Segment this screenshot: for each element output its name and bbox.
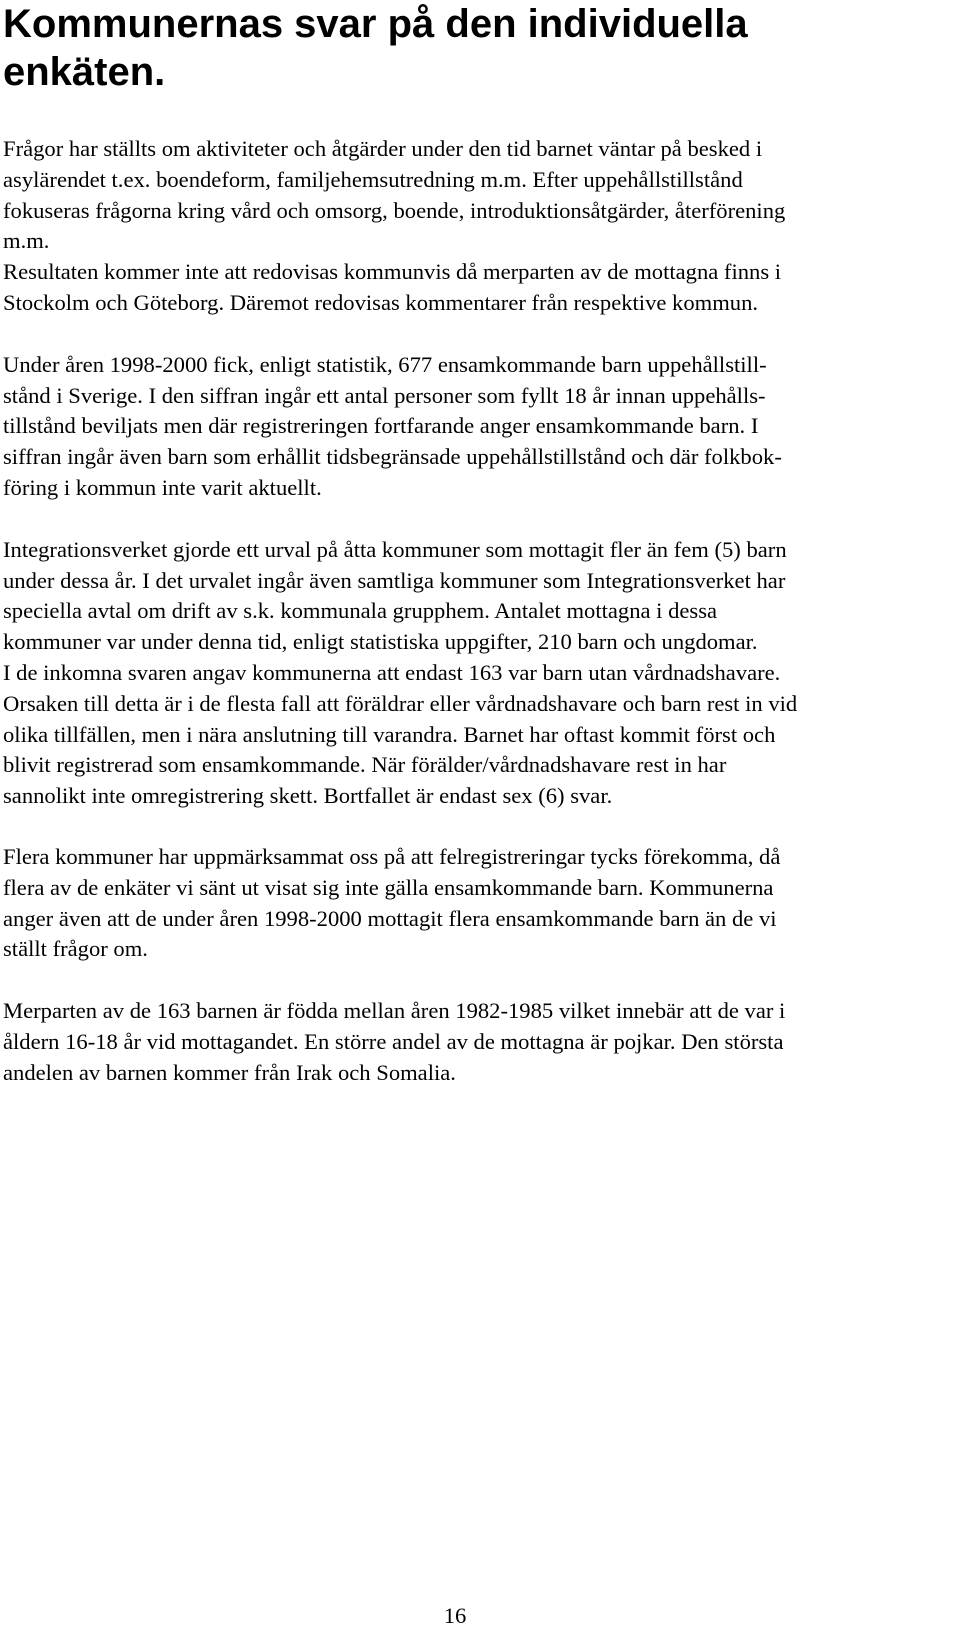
page-title bbox=[3, 0, 953, 96]
text-line: Flera kommuner har uppmärksammat oss på att felregistreringar tycks förekomma, då bbox=[3, 843, 781, 869]
text-line: anger även att de under åren 1998-2000 mottagit flera ensamkommande barn än de vi bbox=[3, 905, 777, 931]
text-line: sannolikt inte omregistrering skett. Bortfallet är endast sex (6) svar. bbox=[3, 783, 613, 809]
text-line: kommuner var under denna tid, enligt statistiska uppgifter, 210 barn och ungdomar. bbox=[3, 629, 758, 655]
text-line: Resultaten kommer inte att redovisas kommunvis då merparten av de mottagna finns i bbox=[3, 259, 782, 285]
text-line: Frågor har ställts om aktiviteter och åtgärder under den tid barnet väntar på besked i bbox=[3, 136, 763, 161]
title-line: Kommunernas svar på den individuella bbox=[3, 2, 748, 46]
text-line: flera av de enkäter vi sänt ut visat sig inte gälla ensamkommande barn. Kommunerna bbox=[3, 874, 774, 900]
text-line: ställt frågor om. bbox=[3, 936, 148, 962]
text-line: siffran ingår även barn som erhållit tidsbegränsade uppehållstillstånd och där folkbok- bbox=[3, 444, 782, 470]
paragraph-survey-questions bbox=[3, 134, 953, 319]
text-line: speciella avtal om drift av s.k. kommunala grupphem. Antalet mottagna i dessa bbox=[3, 598, 718, 624]
text-line: I de inkomna svaren angav kommunerna att endast 163 var barn utan vårdnadshavare. bbox=[3, 659, 781, 685]
text-line: blivit registrerad som ensamkommande. När förälder/vårdnadshavare rest in har bbox=[3, 752, 727, 778]
title-line: enkäten. bbox=[3, 50, 166, 94]
paragraph-demographics bbox=[3, 996, 953, 1088]
text-line: Under åren 1998-2000 fick, enligt statistik, 677 ensamkommande barn uppehållstill- bbox=[3, 351, 767, 377]
text-line: asylärendet t.ex. boendeform, familjehemsutredning m.m. Efter uppehållstillstånd bbox=[3, 166, 743, 192]
text-line: åldern 16-18 år vid mottagandet. En större andel av de mottagna är pojkar. Den största bbox=[3, 1028, 784, 1054]
paragraph-misregistration bbox=[3, 842, 953, 965]
text-line: m.m. bbox=[3, 228, 50, 254]
paragraph-statistics bbox=[3, 350, 953, 504]
text-line: Integrationsverket gjorde ett urval på åtta kommuner som mottagit fler än fem (5) barn bbox=[3, 536, 787, 562]
document-page bbox=[3, 0, 953, 1089]
text-line: andelen av barnen kommer från Irak och Somalia. bbox=[3, 1059, 456, 1085]
text-line: tillstånd beviljats men där registreringen fortfarande anger ensamkommande barn. I bbox=[3, 413, 759, 439]
text-line: stånd i Sverige. I den siffran ingår ett antal personer som fyllt 18 år innan uppehålls- bbox=[3, 382, 766, 408]
text-line: Stockolm och Göteborg. Däremot redovisas kommentarer från respektive kommun. bbox=[3, 289, 759, 315]
text-line: Merparten av de 163 barnen är födda mellan åren 1982-1985 vilket innebär att de var i bbox=[3, 998, 786, 1024]
text-line: fokuseras frågorna kring vård och omsorg, boende, introduktionsåtgärder, återförening bbox=[3, 197, 786, 223]
text-line: Orsaken till detta är i de flesta fall att föräldrar eller vårdnadshavare och barn rest in vid bbox=[3, 690, 798, 716]
text-line: olika tillfällen, men i nära anslutning till varandra. Barnet har oftast kommit först och bbox=[3, 721, 776, 747]
text-line: föring i kommun inte varit aktuellt. bbox=[3, 474, 322, 500]
page-number: 16 bbox=[443, 1603, 467, 1628]
paragraph-selection bbox=[3, 535, 953, 812]
text-line: under dessa år. I det urvalet ingår även samtliga kommuner som Integrationsverket har bbox=[3, 567, 786, 593]
